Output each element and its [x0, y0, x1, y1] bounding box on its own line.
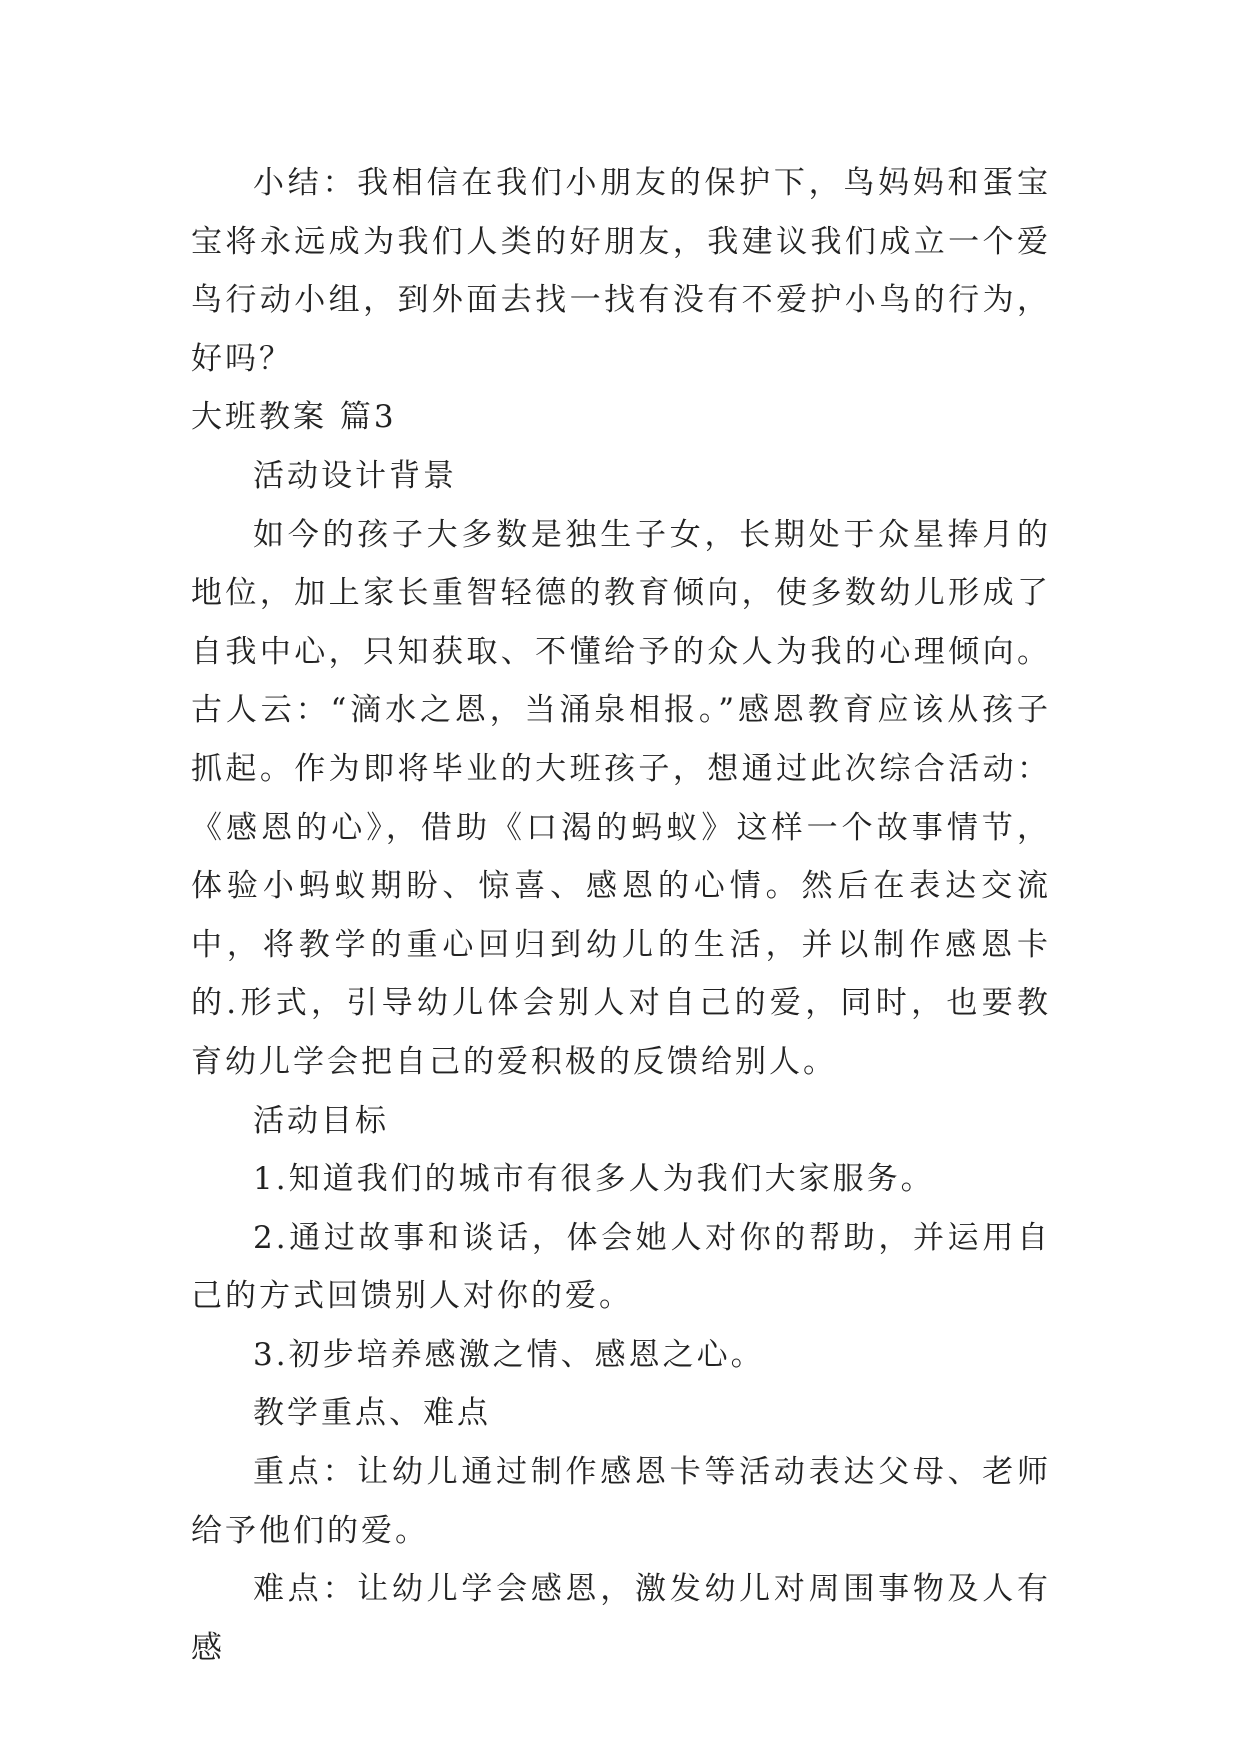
document-body	[191, 154, 1051, 1677]
difficulty-paragraph: 难点：让幼儿学会感恩，激发幼儿对周围事物及人有感	[191, 1571, 1051, 1666]
background-paragraph: 如今的孩子大多数是独生子女，长期处于众星捧月的地位，加上家长重智轻德的教育倾向，使多数幼儿形成了自我中心，只知获取、不懂给予的众人为我的心理倾向。古人云：“滴水之恩，当涌泉相报。”感恩教育应该从孩子抓起。作为即将毕业的大班孩子，想通过此次综合活动：《感恩的心》，借助《口渴的蚂蚁》这样一个故事情节，体验小蚂蚁期盼、惊喜、感恩的心情。然后在表达交流中，将教学的重心回归到幼儿的生活，并以制作感恩卡的.形式，引导幼儿体会别人对自己的爱，同时，也要教育幼儿学会把自己的爱积极的反馈给别人。	[191, 516, 1051, 1080]
goal-item-2: 2.通过故事和谈话，体会她人对你的帮助，并运用自己的方式回馈别人对你的爱。	[191, 1219, 1051, 1315]
subheading-background: 活动设计背景	[253, 457, 457, 494]
goal-item-3: 3.初步培养感激之情、感恩之心。	[253, 1336, 765, 1373]
subheading-key-points: 教学重点、难点	[253, 1395, 491, 1432]
goal-item-1: 1.知道我们的城市有很多人为我们大家服务。	[253, 1161, 935, 1198]
key-point-paragraph: 重点：让幼儿通过制作感恩卡等活动表达父母、老师给予他们的爱。	[191, 1454, 1051, 1549]
summary-paragraph: 小结：我相信在我们小朋友的保护下，鸟妈妈和蛋宝宝将永远成为我们人类的好朋友，我建议我们成立一个爱鸟行动小组，到外面去找一找有没有不爱护小鸟的行为，好吗？	[191, 165, 1051, 377]
subheading-goals: 活动目标	[253, 1102, 389, 1139]
section-heading: 大班教案 篇3	[191, 399, 397, 436]
